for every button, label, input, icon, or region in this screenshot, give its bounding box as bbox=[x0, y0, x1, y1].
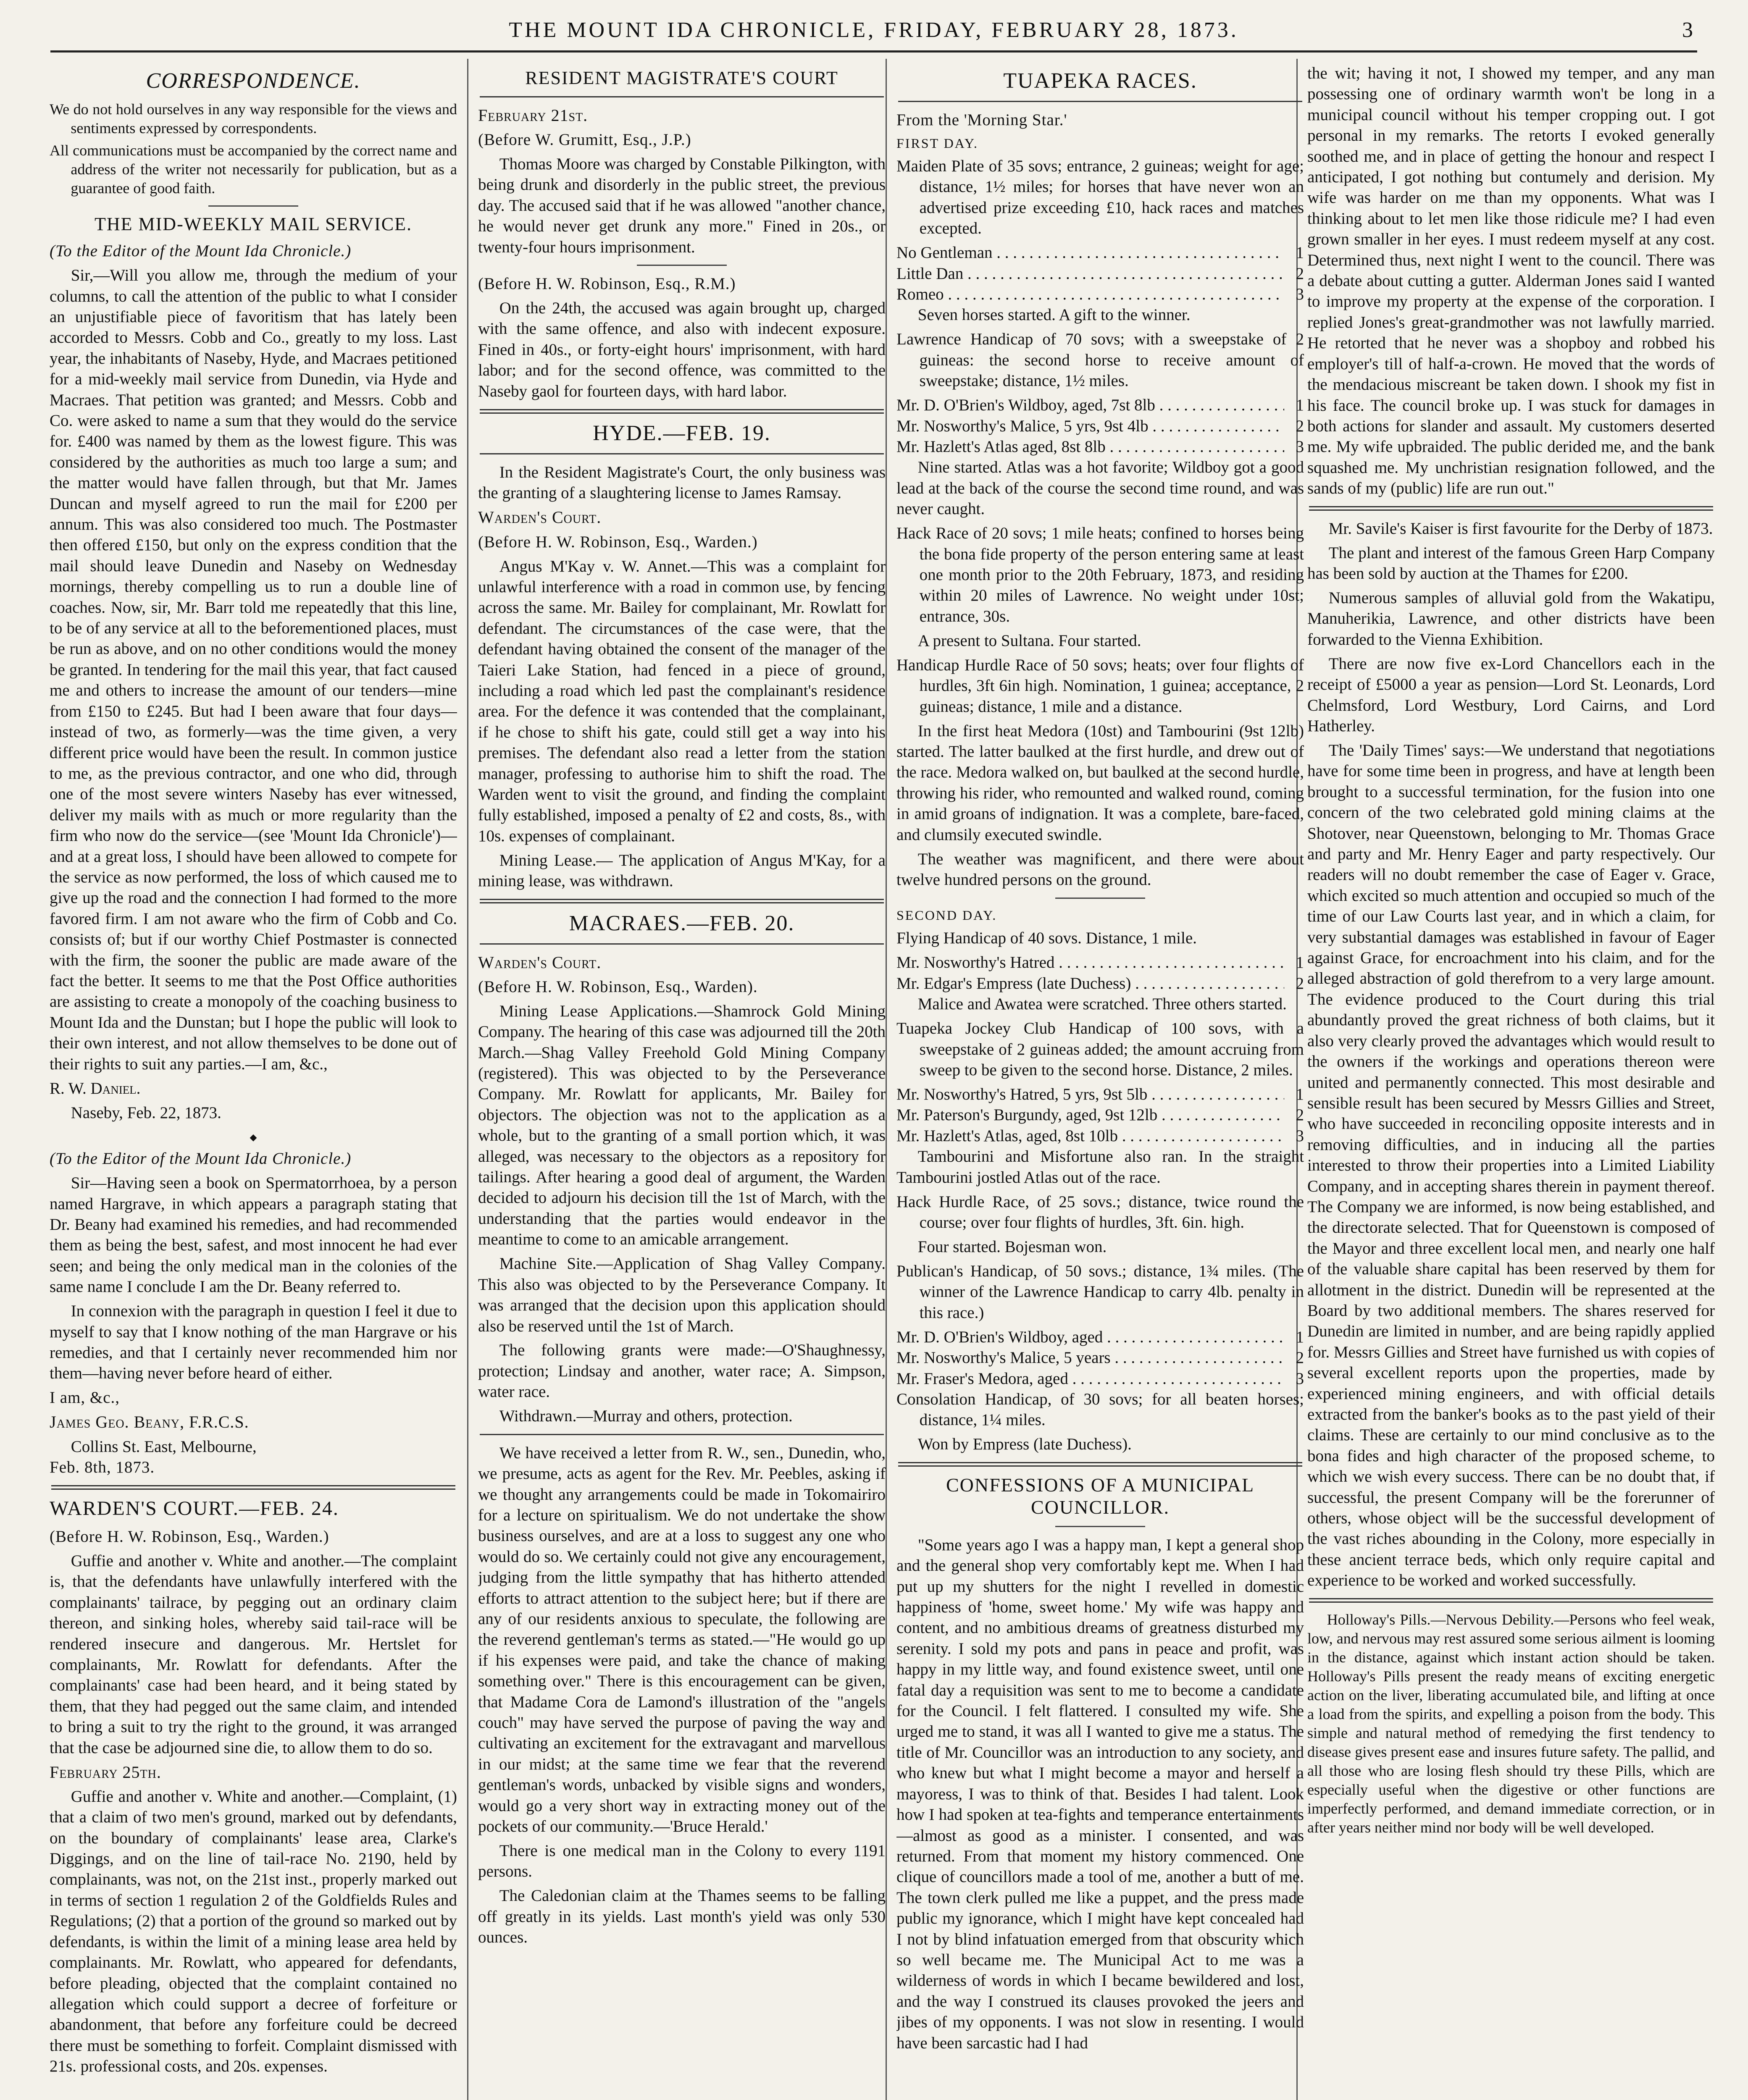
race-description: Publican's Handicap, of 50 sovs.; distance, 1¾ miles. (The winner of the Lawrence Handicap to carry 4lb. penalty in this race.) bbox=[896, 1262, 1304, 1322]
letter-body: Sir,—Will you allow me, through the medium of your columns, to call the attention of the public to what I consider an unjustifiable piece of favoritism that has lately been accorded to Messrs. Cobb and Co., greatly to my loss. Last year, the inhabitants of Naseby, Hyde, and Macraes petitioned for a mid-weekly mail service from Dunedin, via Hyde and Macraes. That petition was granted; and Messrs. Cobb and Co. were asked to name a sum that they would do the service for. £400 was named by them as the lowest figure. This was considered by the authorities as much too large a sum; and the matter would have fallen through, but that Mr. James Duncan and myself agreed to run the mail for £200 per annum. This was also considered too much. The Postmaster then offered £150, but only on the express condition that the mail should leave Dunedin and Naseby on Wednesday mornings, thereby compelling us to run a double line of coaches. Now, sir, Mr. Barr told me repeatedly that this line, to be of any service at all to the beforementioned places, must be run as above, and on no other conditions would the money be granted. In tendering for the mail this year, that fact caused me and others to increase the amount of our tenders—mine from £150 to £245. But had I been aware that four days—instead of two, as formerly—was the time given, a very different price would have been the result. In common justice to me, as the previous contractor, and one who did, through one of the most severe winters Naseby has ever witnessed, deliver my mails with as much or more regularity than the firm who now do the service—(see 'Mount Ida Chronicle')—and at a great loss, I should have been allowed to compete for the service as now performed, the loss of which caused me to give up the road and the connection I had formed to the more favored firm. I am not aware who the firm of Cobb and Co. consists of; but if our worthy Chief Postmaster is connected with the firm, the sooner the public are made aware of the fact the better. It seems to me that the Post Office authorities are assisting to create a monopoly of the coaching business to Mount Ida and the Dunstan; but I hope the public will look to their own interest, and not allow themselves to be done out of their rights to suit any parties.—I am, &c., bbox=[50, 266, 457, 1073]
masthead bbox=[50, 12, 1697, 52]
column-4 bbox=[1307, 63, 1715, 2100]
letter-addressee: (To the Editor of the Mount Ida Chronicle.) bbox=[50, 1150, 352, 1168]
race-note: Malice and Awatea were scratched. Three others started. bbox=[917, 995, 1287, 1013]
article-paragraph: Withdrawn.—Murray and others, protection. bbox=[499, 1407, 793, 1425]
race-place: 1 bbox=[1296, 1085, 1304, 1104]
article-paragraph: On the 24th, the accused was again brought up, charged with the same offence, and also with indecent exposure. Fined in 40s., or forty-eight hours' imprisonment, with hard labor; and for the second offence, was committed to the Naseby gaol for fourteen days, with hard labor. bbox=[478, 299, 886, 400]
divider bbox=[480, 1434, 884, 1435]
article-paragraph: "Some years ago I was a happy man, I kept a general shop and the general shop very comfortably kept me. When I had put up my shutters for the night I revelled in domestic happiness of 'home, sweet home.' My wife was happy and content, and no ambitious dreams of greatness disturbed my serenity. I sold my pots and pans in peace and profit, was happy in my little way, and found existence sweet, until one fatal day a requisition was sent to me to become a candidate for the Council. I felt flattered. I consulted my wife. She urged me to stand, it was all I wanted to give me a status. The title of Mr. Councillor was an introduction to any society, and who knew but what I might become a mayor and herself a mayoress, I was to think of that. Besides I had talent. Look how I had spoken at tea-fights and temperance entertainments—almost as good as a minister. I consented, and was returned. From that moment my history commenced. One clique of councillors made a tool of me, another a butt of me. The town clerk pulled me like a puppet, and the press made public my ignorance, which I might have kept concealed had I not by blind infatuation emerged from that obscurity which so well became me. The Municipal Act to me was a wilderness of words in which I became bewildered and lost, and the way I construed its clauses provoked the jeers and jibes of my opponents. I was not slow in resenting. I would have been sarcastic had I had bbox=[896, 1536, 1304, 2052]
letter-date: Naseby, Feb. 22, 1873. bbox=[71, 1103, 221, 1122]
race-result-row bbox=[896, 416, 1304, 436]
article-title: RESIDENT MAGISTRATE'S COURT bbox=[525, 68, 839, 88]
race-note: Nine started. Atlas was a hot favorite; Wildboy got a good lead at the back of the course the second time round, and was never caught. bbox=[896, 458, 1304, 518]
divider bbox=[480, 409, 884, 414]
race-entrant: Mr. Nosworthy's Malice, 5 yrs, 9st 4lb . . . bbox=[896, 416, 1284, 436]
divider bbox=[898, 1462, 1302, 1467]
article-title: WARDEN'S COURT.—FEB. 24. bbox=[50, 1497, 339, 1520]
race-place: 1 bbox=[1296, 953, 1304, 972]
race-entrant: Mr. Nosworthy's Malice, 5 years . . . bbox=[896, 1347, 1284, 1368]
court-subheading: Warden's Court. bbox=[478, 508, 602, 527]
race-place: 2 bbox=[1296, 1106, 1304, 1124]
news-item: The 'Daily Times' says:—We understand that negotiations have for some time been in progress, and have at length been brought to a successful termination, for the fusion into one concern of the two celebrated gold mining claims at the Shotover, near Queenstown, belonging to Mr. Thomas Grace and party and Mr. Henry Eager and party respectively. Our readers will no doubt remember the case of Eager v. Grace, which excited so much attention and occupied so much of the time of our Law Courts last year, and in which a claim, for very substantial damages was established in favour of Eager against Grace, for encroachment into his claim, and for the alleged abstraction of gold therefrom to a very large amount. The evidence produced to the Court during this trial abundantly proved the great richness of both claims, but it also very clearly proved the advantages which would result to the owners if the workings and operations thereon were united and permanently connected. This most desirable and sensible result has been secured by Messrs Gillies and Street, who have succeeded in reconciling opposite interests and in removing difficulties, and in inducing all the parties interested to throw their properties into a Limited Liability Company, and in accepting shares therein in payment thereof. The Company we are informed, is now being established, and the directorate selected. That for Queenstown is composed of the Mayor and three excellent local men, and nearly one half of the valuable share capital has been reserved by them for allotment in the district. Dunedin will be represented at the Board by two additional members. The shares reserved for Dunedin are limited in number, and are being rapidly applied for. Messrs Gillies and Street have furnished us with copies of several excellent reports upon the properties, made by experienced mining engineers, and with official details extracted from the banker's books as to the past yield of their claims. These are certainly to our mind conclusive as to the bona fides and high character of the proposed scheme, to which we wish every success. There can be no doubt that, if successful, the present Company will be the forerunner of others, whose object will be the successful development of the vast riches abounding in the Colony, more especially in these ancient terrace beds, which only require capital and experience to be worked and worked successfully. bbox=[1307, 741, 1715, 1590]
letter-date: Feb. 8th, 1873. bbox=[50, 1458, 155, 1476]
race-description: Lawrence Handicap of 70 sovs; with a sweepstake of 2 guineas: the second horse to receive amount of sweepstake; distance, 1½ miles. bbox=[896, 330, 1304, 390]
race-result-row bbox=[896, 1084, 1304, 1105]
article-paragraph: Guffie and another v. White and another.—Complaint, (1) that a claim of two men's ground, marked out by defendants, on the boundary of complainants' lease area, Clarke's Diggings, and on the line of tail-race No. 2190, held by complainants, was not, on the 21st inst., properly marked out in terms of section 1 regulation 2 of the Goldfields Rules and Regulations; (2) that a portion of the ground so marked out by defendants, is within the limit of a mining lease area held by complainants. Mr. Rowlatt, who appeared for defendants, before pleading, objected that the complaint contained no allegation which could support a decree of forfeiture or abandonment, that before any forfeiture could be decreed there must be something to forfeit. Complaint dismissed with 21s. professional costs, and 20s. expenses. bbox=[50, 1787, 457, 2076]
race-place: 1 bbox=[1296, 1328, 1304, 1346]
column-2 bbox=[478, 63, 886, 2100]
race-entrant: Mr. Nosworthy's Hatred, 5 yrs, 9st 5lb . . . bbox=[896, 1084, 1284, 1105]
race-result-row bbox=[896, 395, 1304, 415]
race-entrant: Mr. Hazlett's Atlas aged, 8st 8lb . . . bbox=[896, 436, 1284, 457]
race-place: 2 bbox=[1296, 264, 1304, 283]
divider bbox=[898, 101, 1302, 102]
race-note: The weather was magnificent, and there were about twelve hundred persons on the ground. bbox=[896, 850, 1304, 889]
race-result-row bbox=[896, 973, 1304, 994]
divider bbox=[208, 205, 298, 207]
article-title: HYDE.—FEB. 19. bbox=[593, 421, 771, 446]
race-day-heading: SECOND DAY. bbox=[896, 908, 997, 923]
news-item: There are now five ex-Lord Chancellors each in the receipt of £5000 a year as pension—Lord St. Leonards, Lord Chelmsford, Lord Westbury, Lord Cairns, and Lord Hatherley. bbox=[1307, 654, 1715, 735]
race-place: 3 bbox=[1296, 285, 1304, 303]
race-place: 1 bbox=[1296, 396, 1304, 415]
letter-title: THE MID-WEEKLY MAIL SERVICE. bbox=[94, 214, 413, 235]
race-result-row bbox=[896, 1126, 1304, 1146]
court-before: (Before H. W. Robinson, Esq., Warden.) bbox=[478, 533, 758, 551]
race-result-row bbox=[896, 1347, 1304, 1368]
article-paragraph: Angus M'Kay v. W. Annet.—This was a complaint for unlawful interference with a road in common use, by fencing across the same. Mr. Bailey for complainant, Mr. Rowlatt for defendant. The circumstances of the case were, that the defendant having obtained the consent of the manager of the Taieri Lake Station, had fenced in a piece of ground, including a road which led past the complainant's residence area. For the defence it was contended that the complainant, if he chose to shift his gate, could still get a way into his premises. The defendant also read a letter from the station manager, professing to authorise him to shift the road. The Warden went to visit the ground, and finding the complaint fully established, imposed a penalty of £2 and costs, 8s., with 10s. expenses of complainant. bbox=[478, 557, 886, 845]
race-note: Seven horses started. A gift to the winner. bbox=[917, 306, 1191, 324]
court-subheading: Warden's Court. bbox=[478, 953, 602, 972]
race-entrant: Mr. Nosworthy's Hatred . . . bbox=[896, 952, 1284, 973]
advertisement: Holloway's Pills.—Nervous Debility.—Persons who feel weak, low, and nervous may rest assured some serious ailment is looming in the distance, against which instant action should be taken. Holloway's Pills present the ready means of exciting energetic action on the liver, liberating accumulated bile, and lifting at once a load from the spirits, and expelling a poison from the body. This simple and natural method of remedying the first tendency to disease gives present ease and insures future safety. The pallid, and all those who are losing flesh should try these Pills, which are especially useful when the digestive or other functions are imperfectly performed, and demand immediate correction, or in after years neither mind nor body will be well developed. bbox=[1307, 1611, 1715, 1836]
race-result-row bbox=[896, 1327, 1304, 1347]
column-1 bbox=[50, 63, 457, 2100]
divider-ornament: ◆ bbox=[250, 1131, 257, 1142]
race-description: Maiden Plate of 35 sovs; entrance, 2 guineas; weight for age; distance, 1½ miles; for horses that have never won an advertised prize exceeding £10, hack races and matches excepted. bbox=[896, 157, 1304, 238]
race-description: Hack Race of 20 sovs; 1 mile heats; confined to horses being the bona fide property of the person entering same at least one month prior to the 20th February, 1873, and residing within 20 miles of Lawrence. No weight under 10st; entrance, 30s. bbox=[896, 524, 1304, 625]
court-before: (Before H. W. Robinson, Esq., Warden.) bbox=[50, 1528, 329, 1546]
race-place: 2 bbox=[1296, 974, 1304, 992]
race-place: 3 bbox=[1296, 437, 1304, 456]
letter-closing: I am, &c., bbox=[50, 1389, 120, 1407]
letter-signature: James Geo. Beany, F.R.C.S. bbox=[50, 1412, 249, 1432]
divider bbox=[51, 1485, 455, 1490]
race-note: Four started. Bojesman won. bbox=[917, 1238, 1107, 1256]
race-place: 1 bbox=[1296, 244, 1304, 262]
race-result-row bbox=[896, 1105, 1304, 1125]
masthead-title: THE MOUNT IDA CHRONICLE, FRIDAY, FEBRUARY 28, 1873. bbox=[509, 18, 1239, 42]
race-place: 2 bbox=[1296, 1349, 1304, 1367]
court-before: (Before H. W. Robinson, Esq., Warden). bbox=[478, 977, 758, 996]
article-paragraph: We have received a letter from R. W., sen., Dunedin, who, we presume, acts as agent for the Rev. Mr. Peebles, asking if we thought any arrangements could be made in Tokomairiro for a lecture on spiritualism. We do not undertake the show business ourselves, and are at a loss to suggest any one who would do so. We certainly could not give any encouragement, judging from the little sympathy that has hitherto attended efforts to attract attention to the subject here; but if there are any of our residents anxious to speculate, the following are the reverend gentleman's terms as stated.—"He would go up if his expenses were paid, and take the chance of making something over." There is this encouragement can be given, that Madame Cora de Lamond's illustration of the "angels couch" may have served the purpose of paving the way and cultivating an excitement for the extravagant and marvellous in our midst; at the same time we fear that the reverend gentleman's words, unbacked by visible signs and wonders, would go a very short way in extracting money out of the pockets of our community.—'Bruce Herald.' bbox=[478, 1444, 886, 1836]
race-result-row bbox=[896, 242, 1304, 263]
article-source: From the 'Morning Star.' bbox=[896, 110, 1067, 129]
correspondence-notice: All communications must be accompanied by the correct name and address of the writer not necessarily for publication, but as a guarantee of good faith. bbox=[50, 142, 457, 197]
race-place: 3 bbox=[1296, 1126, 1304, 1145]
article-paragraph: Guffie and another v. White and another.—The complaint is, that the defendants have unlawfully interfered with the complainants' tailrace, by pegging out an ordinary claim thereon, and sinking holes, whereby said tail-race will be rendered insecure and dangerous. Mr. Hertslet for complainants, Mr. Rowlatt for defendants. After the complainants' case had been heard, and it being stated by them, that they had pegged out the same claim, and intended to bring a suit to try the right to the ground, it was arranged that the case be adjourned sine die, to allow them to do so. bbox=[50, 1552, 457, 1757]
column-3 bbox=[896, 63, 1304, 2100]
letter-signature: R. W. Daniel. bbox=[50, 1079, 141, 1097]
article-title: CONFESSIONS OF A MUNICIPAL COUNCILLOR. bbox=[946, 1474, 1255, 1518]
race-description: Flying Handicap of 40 sovs. Distance, 1 mile. bbox=[896, 929, 1197, 948]
article-paragraph: The following grants were made:—O'Shaughnessy, protection; Lindsay and another, water race; A. Simpson, water race. bbox=[478, 1341, 886, 1401]
race-description: Consolation Handicap, of 30 sovs; for all beaten horses; distance, 1¼ miles. bbox=[896, 1390, 1304, 1429]
article-paragraph: The Caledonian claim at the Thames seems to be falling off greatly in its yields. Last month's yield was only 530 ounces. bbox=[478, 1887, 886, 1947]
race-result-row bbox=[896, 263, 1304, 284]
column-rule bbox=[467, 59, 468, 2100]
letter-addressee: (To the Editor of the Mount Ida Chronicle.) bbox=[50, 242, 352, 260]
race-entrant: No Gentleman . . . bbox=[896, 242, 1284, 263]
race-note: Won by Empress (late Duchess). bbox=[917, 1435, 1132, 1454]
race-note: Tambourini and Misfortune also ran. In the straight Tambourini jostled Atlas out of the race. bbox=[896, 1147, 1304, 1186]
race-entrant: Romeo . . . bbox=[896, 284, 1284, 304]
letter-body: In connexion with the paragraph in question I feel it due to myself to say that I know nothing of the man Hargrave or his remedies, and that I certainly never recommended him nor them—having never before heard of either. bbox=[50, 1302, 457, 1383]
article-paragraph: Machine Site.—Application of Shag Valley Company. This also was objected to by the Perseverance Company. It was arranged that the decision upon this application should also be reserved until the 1st of March. bbox=[478, 1255, 886, 1335]
article-title: MACRAES.—FEB. 20. bbox=[569, 911, 795, 935]
race-note: A present to Sultana. Four started. bbox=[917, 631, 1141, 650]
divider bbox=[480, 96, 884, 97]
race-entrant: Mr. Hazlett's Atlas, aged, 8st 10lb . . . bbox=[896, 1126, 1284, 1146]
race-description: Tuapeka Jockey Club Handicap of 100 sovs, with a sweepstake of 2 guineas added; the amount accruing from sweep to be given to the second horse. Distance, 2 miles. bbox=[896, 1019, 1304, 1079]
race-entrant: Mr. Fraser's Medora, aged . . . bbox=[896, 1368, 1284, 1389]
article-title: TUAPEKA RACES. bbox=[1003, 69, 1197, 93]
race-entrant: Mr. D. O'Brien's Wildboy, aged . . . bbox=[896, 1327, 1284, 1347]
divider bbox=[1309, 506, 1713, 511]
race-day-heading: FIRST DAY. bbox=[896, 135, 978, 151]
race-result-row bbox=[896, 284, 1304, 304]
article-paragraph: Thomas Moore was charged by Constable Pilkington, with being drunk and disorderly in the public street, the previous day. The accused said that if he was allowed "another chance, he would never get drunk any more." Fined in 20s., or twenty-four hours imprisonment. bbox=[478, 155, 886, 256]
divider bbox=[480, 899, 884, 903]
court-before: (Before W. Grumitt, Esq., J.P.) bbox=[478, 130, 691, 149]
article-paragraph: Mining Lease.— The application of Angus M'Kay, for a mining lease, was withdrawn. bbox=[478, 851, 886, 890]
divider bbox=[1055, 1526, 1145, 1527]
divider bbox=[1055, 898, 1145, 899]
race-result-row bbox=[896, 436, 1304, 457]
race-place: 2 bbox=[1296, 417, 1304, 435]
race-description: Handicap Hurdle Race of 50 sovs; heats; over four flights of hurdles, 3ft 6in high. Nomination, 1 guinea; acceptance, 2 guineas; distance, 1 mile and a distance. bbox=[896, 656, 1304, 716]
court-before: (Before H. W. Robinson, Esq., R.M.) bbox=[478, 275, 736, 293]
news-item: Numerous samples of alluvial gold from the Wakatipu, Manuherikia, Lawrence, and other districts have been forwarded to the Vienna Exhibition. bbox=[1307, 589, 1715, 648]
race-entrant: Little Dan . . . bbox=[896, 263, 1284, 284]
race-note: In the first heat Medora (10st) and Tambourini (9st 12lb) started. The latter baulked at the first hurdle, and drew out of the race. Medora walked on, but baulked at the second hurdle, throwing his rider, who remounted and walked round, coming in amid groans of indignation. It was a complete, bare-faced, and clumsily executed swindle. bbox=[896, 722, 1304, 844]
letter-address: Collins St. East, Melbourne, bbox=[71, 1437, 257, 1456]
correspondence-heading: CORRESPONDENCE. bbox=[146, 69, 361, 93]
article-paragraph: Mining Lease Applications.—Shamrock Gold Mining Company. The hearing of this case was adjourned till the 20th March.—Shag Valley Freehold Gold Mining Company (registered). This was objected to by the Perseverance Company. Mr. Rowlatt for applicants, Mr. Bailey for objectors. The objection was not to the application as a whole, but to the granting of a small portion which, it was alleged, was necessary to the objectors as a repository for tailings. After hearing a good deal of argument, the Warden decided to adjourn his decision till the 1st of March, with the understanding that the parties would endeavor in the meantime to come to an amicable arrangement. bbox=[478, 1002, 886, 1249]
race-result-row bbox=[896, 952, 1304, 973]
divider bbox=[1309, 1598, 1713, 1603]
race-place: 3 bbox=[1296, 1369, 1304, 1388]
news-item: Mr. Savile's Kaiser is first favourite for the Derby of 1873. bbox=[1328, 519, 1713, 538]
article-paragraph: the wit; having it not, I showed my temper, and any man possessing one of ordinary warmth won't be long in a municipal council without his temper cropping out. I got personal in my remarks. The retorts I evoked generally soothed me, and in place of getting the honour and respect I anticipated, I got nothing but contumely and derision. My wife was harder on me than my opponents. What was I thinking about to let men like those ridicule me? I had even grown smaller in her eyes. I must redeem myself at any cost. Determined thus, next night I went to the council. There was a debate about cutting a gutter. Alderman Jones said I wanted to improve my property at the expense of the corporation. I replied Jones's great-grandmother was not lawfully married. He retorted that he never was a shopboy and robbed his employer's till of half-a-crown. He moved that the words of the mendacious miscreant be taken down. I shook my fist in his face. The council broke up. I was stuck for damages in both actions for slander and assault. My customers deserted me. My wife upbraided. The public derided me, and the bank squashed me. My unchristian resignation followed, and the sands of my (public) life are run out." bbox=[1307, 64, 1715, 498]
court-date: February 21st. bbox=[478, 105, 588, 125]
race-entrant: Mr. Edgar's Empress (late Duchess) . . . bbox=[896, 973, 1284, 994]
race-result-row bbox=[896, 1368, 1304, 1389]
column-rule bbox=[886, 59, 887, 2100]
divider bbox=[637, 265, 726, 266]
letter-body: Sir—Having seen a book on Spermatorrhoea, by a person named Hargrave, in which appears a paragraph stating that Dr. Beany had examined his remedies, and had recommended them as being the best, safest, and most innocent he had ever seen; and being the only medical man in the colonies of the same name I conclude I am the Dr. Beany referred to. bbox=[50, 1174, 457, 1296]
divider bbox=[480, 943, 884, 945]
court-date: February 25th. bbox=[50, 1762, 161, 1782]
race-entrant: Mr. Paterson's Burgundy, aged, 9st 12lb . . . bbox=[896, 1105, 1284, 1125]
correspondence-notice: We do not hold ourselves in any way responsible for the views and sentiments expressed by correspondents. bbox=[50, 101, 457, 137]
page-number: 3 bbox=[1682, 18, 1693, 42]
article-paragraph: There is one medical man in the Colony to every 1191 persons. bbox=[478, 1842, 886, 1881]
news-item: The plant and interest of the famous Green Harp Company has been sold by auction at the Thames for £200. bbox=[1307, 543, 1715, 583]
divider bbox=[480, 453, 884, 454]
race-description: Hack Hurdle Race, of 25 sovs.; distance, twice round the course; over four flights of hurdles, 3ft. 6in. high. bbox=[896, 1192, 1304, 1232]
article-paragraph: In the Resident Magistrate's Court, the only business was the granting of a slaughtering license to James Ramsay. bbox=[478, 463, 886, 502]
race-entrant: Mr. D. O'Brien's Wildboy, aged, 7st 8lb . . . bbox=[896, 395, 1284, 415]
